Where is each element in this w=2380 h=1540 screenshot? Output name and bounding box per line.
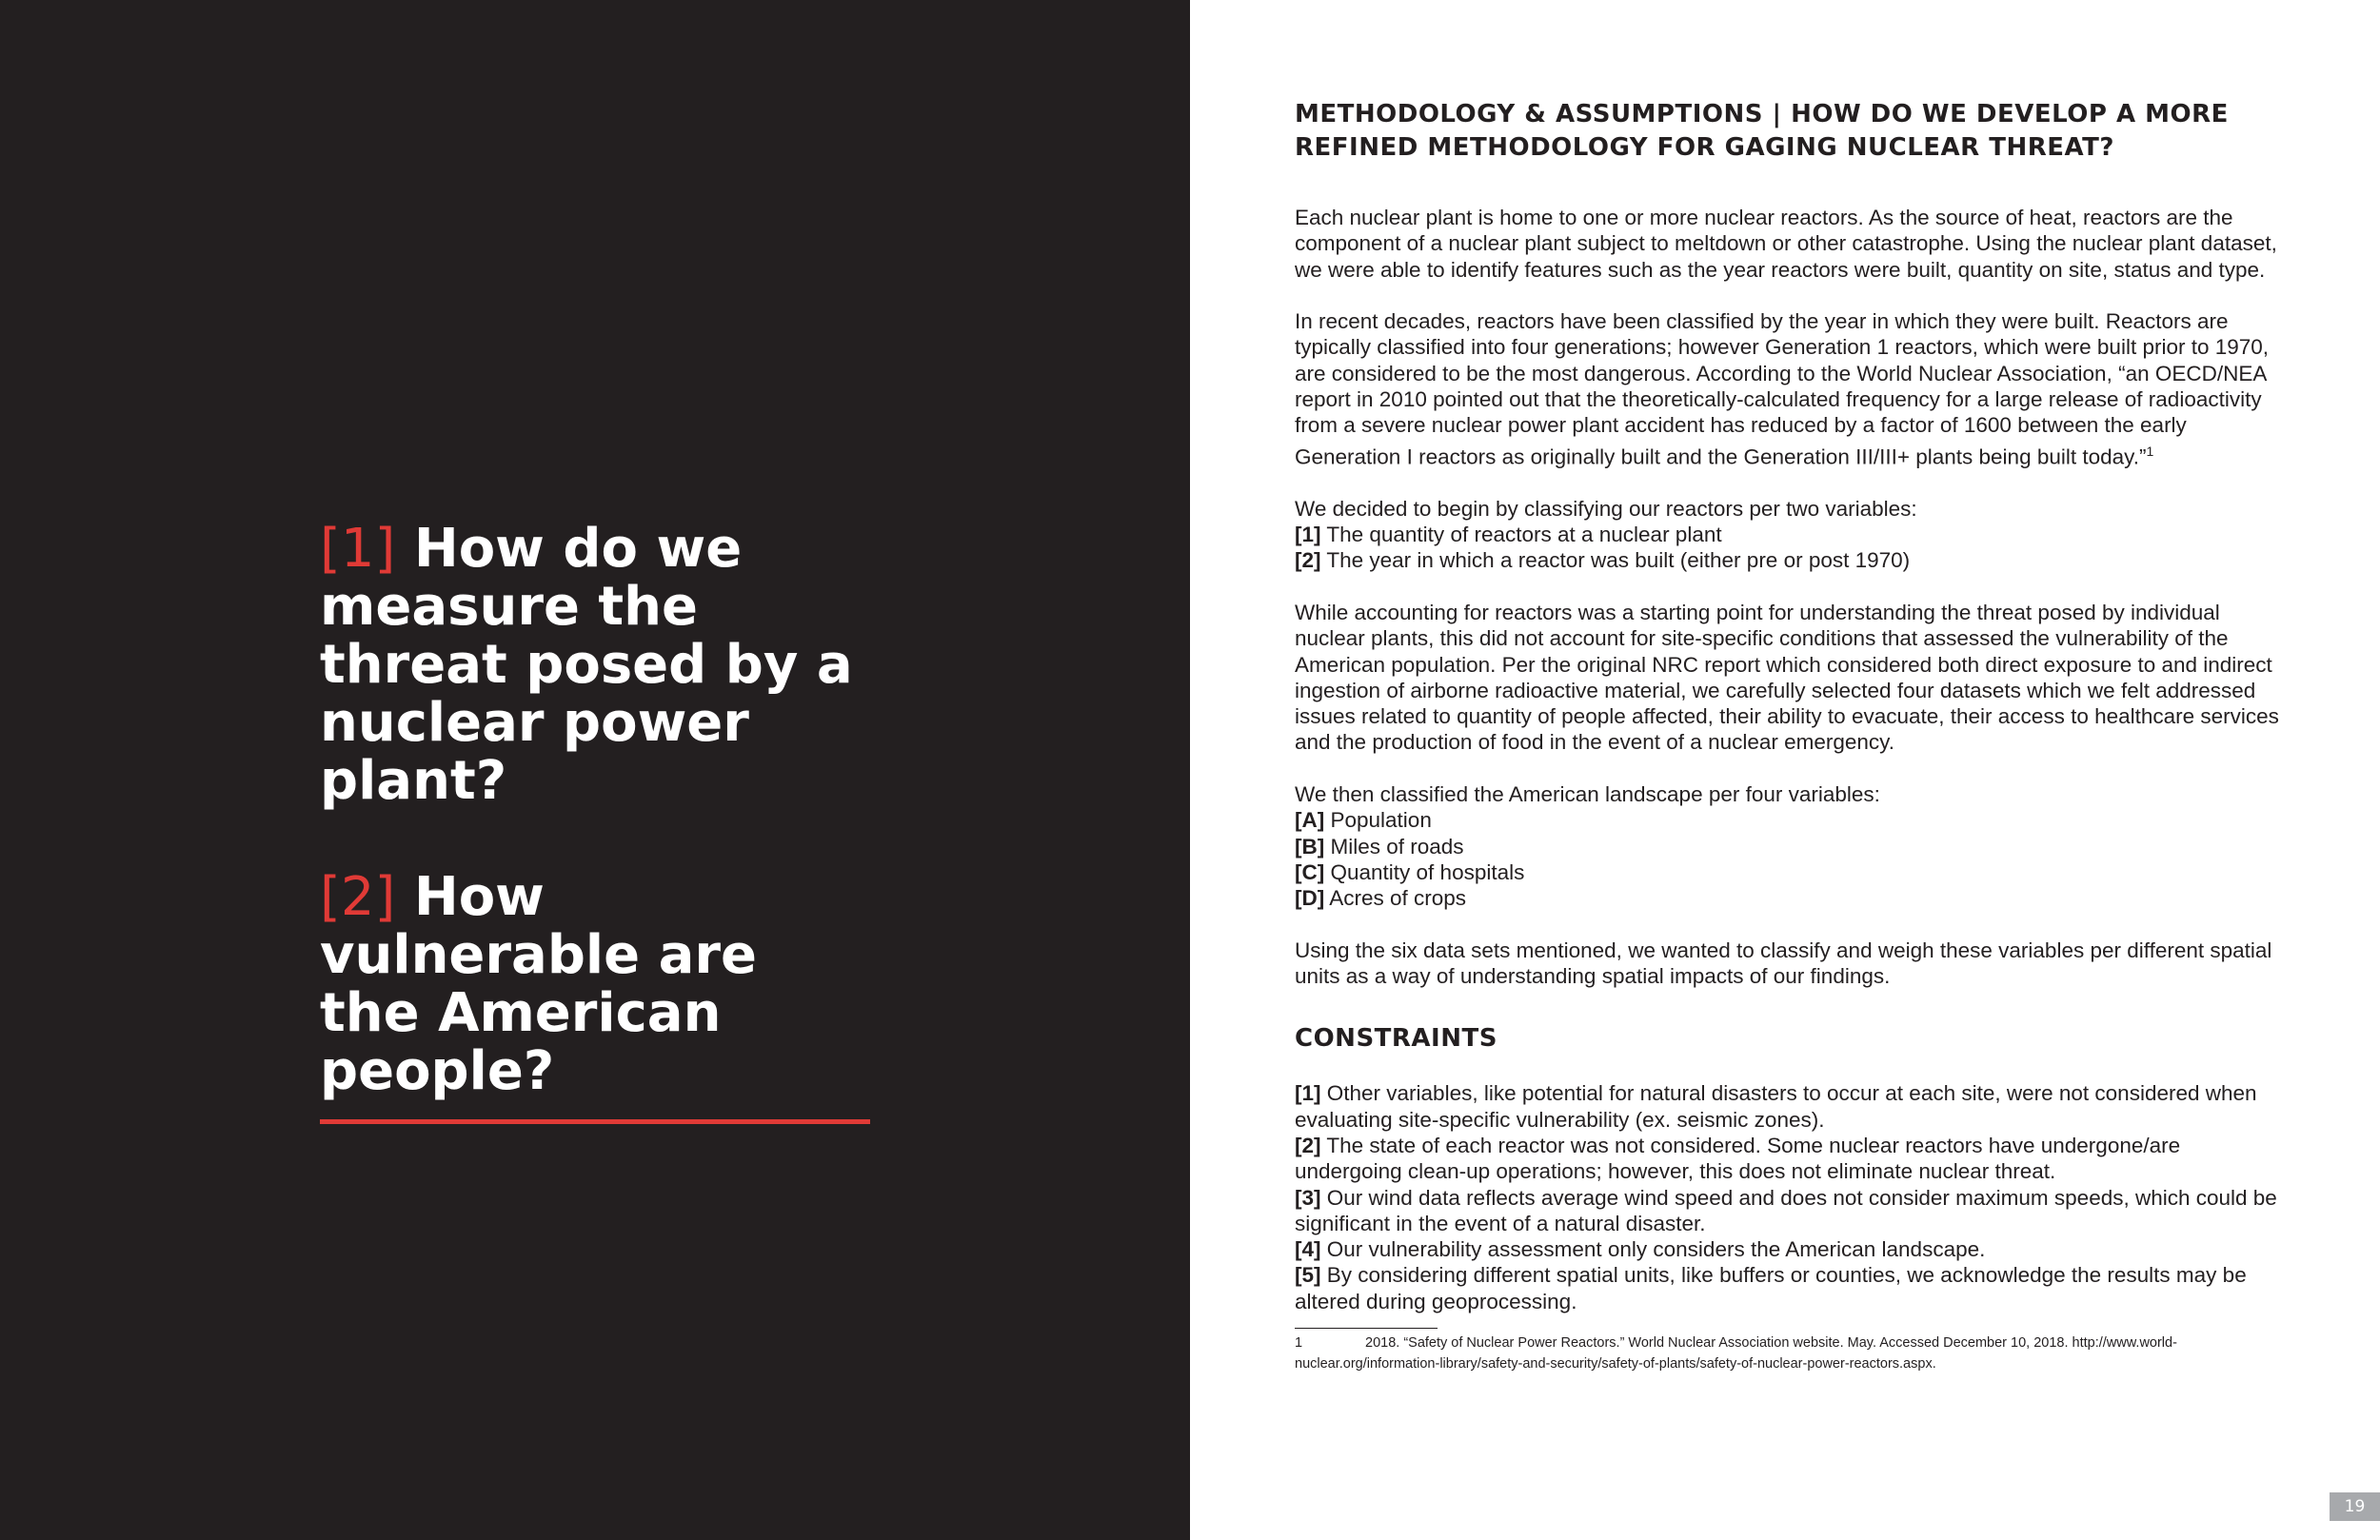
landscape-variable-label: [D] [1295,886,1325,911]
reactor-variables [1295,496,2280,574]
paragraph-vulnerability: While accounting for reactors was a starting point for understanding the threat posed by individual nuclear plants, this did not account for site-specific conditions that assessed the vulnerability of the American population. Per the original NRC report which considered both direct exposure to and indirect ingestion of airborne radioactive material, we carefully selected four datasets which we felt addressed issues related to quantity of people affected, their ability to evacuate, their access to healthcare services and the production of food in the event of a nuclear emergency. [1295,600,2279,755]
methodology-heading [1295,98,2280,165]
footnote-ref: 1 [2146,443,2154,459]
reactor-variable-label: [1] [1295,523,1321,547]
paragraph-reactor-generations-text: In recent decades, reactors have been classified by the year in which they were built. Reactors are typically classified into four generations; however Generation 1 reactors, which were built prior to 1970, are considered to be the most dangerous. According to the World Nuclear Association, “an OECD/NEA report in 2010 pointed out that the theoretically-calculated frequency for a large release of radioactivity from a severe nuclear power plant accident has reduced by a factor of 1600 between the early Generation I reactors as originally built and the Generation III/III+ plants being built today.” [1295,309,2270,469]
constraint-item [1295,1133,2280,1185]
question-2-text: How vulnerable are the American people? [320,866,757,1102]
landscape-variable-text: Population [1330,808,1432,833]
constraint-label: [5] [1295,1263,1321,1288]
constraints-heading: CONSTRAINTS [1295,1024,1497,1054]
constraint-item [1295,1080,2280,1133]
constraint-text: By considering different spatial units, like buffers or counties, we acknowledge the results may be altered during geoprocessing. [1295,1263,2247,1313]
reactor-variable-item [1295,522,2280,547]
footnote-number: 1 [1295,1335,1303,1352]
methodology-column [1295,98,2280,1374]
landscape-variables-intro: We then classified the American landscape per four variables: [1295,782,1880,807]
page-number-badge: 19 [2330,1492,2380,1521]
landscape-variable-label: [C] [1295,859,1325,884]
reactor-variable-text: The year in which a reactor was built (either pre or post 1970) [1326,548,1911,573]
constraint-text: Our wind data reflects average wind speed and does not consider maximum speeds, which could be significant in the event of a natural disaster. [1295,1185,2277,1235]
constraints-list [1295,1080,2280,1314]
landscape-variable-item [1295,807,2280,833]
question-2-number: [2] [320,866,396,928]
landscape-variable-item [1295,885,2280,911]
constraint-text: Our vulnerability assessment only considers the American landscape. [1326,1237,1986,1262]
footnote-text: 2018. “Safety of Nuclear Power Reactors.” World Nuclear Association website. May. Accessed December 10, 2018. http://www.world-nuclear.org/information-library/safety-and-security/safety-of-plants/safety-of-nuclear-power-reactors.aspx. [1295,1335,2177,1372]
question-1 [320,520,872,810]
paragraph-reactor-generations [1295,308,2280,469]
landscape-variable-item [1295,834,2280,859]
landscape-variable-text: Acres of crops [1329,886,1467,911]
heading-line-2: REFINED METHODOLOGY FOR GAGING NUCLEAR THREAT? [1295,133,2114,162]
constraint-label: [1] [1295,1081,1321,1106]
constraint-text: Other variables, like potential for natural disasters to occur at each site, were not considered when evaluating site-specific vulnerability (ex. seismic zones). [1295,1081,2257,1132]
heading-line-1: METHODOLOGY & ASSUMPTIONS | HOW DO WE DEVELOP A MORE [1295,100,2229,128]
reactor-variable-label: [2] [1295,548,1321,573]
reactor-variable-item [1295,547,2280,573]
landscape-variables [1295,781,2280,911]
constraint-item [1295,1185,2280,1237]
landscape-variable-text: Miles of roads [1330,834,1464,859]
red-divider [320,1119,870,1124]
paragraph-spatial-units: Using the six data sets mentioned, we wanted to classify and weigh these variables per different spatial units as a way of understanding spatial impacts of our findings. [1295,938,2272,989]
reactor-variable-text: The quantity of reactors at a nuclear plant [1326,523,1722,547]
constraint-item [1295,1236,2280,1262]
constraint-item [1295,1262,2280,1314]
constraint-label: [4] [1295,1237,1321,1262]
question-1-number: [1] [320,518,396,580]
question-2 [320,868,872,1100]
footnote [1295,1333,2280,1374]
question-1-text: How do we measure the threat posed by a nuclear power plant? [320,518,853,812]
constraint-text: The state of each reactor was not considered. Some nuclear reactors have undergone/are undergoing clean-up operations; however, this does not eliminate nuclear threat. [1295,1134,2181,1184]
landscape-variable-item [1295,859,2280,885]
reactor-variables-intro: We decided to begin by classifying our reactors per two variables: [1295,496,1917,521]
paragraph-reactors-overview: Each nuclear plant is home to one or more nuclear reactors. As the source of heat, reactors are the component of a nuclear plant subject to meltdown or other catastrophe. Using the nuclear plant dataset, we were able to identify features such as the year reactors were built, quantity on site, status and type. [1295,206,2277,282]
constraint-label: [2] [1295,1134,1321,1157]
footnote-rule [1295,1328,1438,1329]
research-questions [320,520,872,1124]
landscape-variable-label: [B] [1295,834,1325,859]
landscape-variable-label: [A] [1295,808,1325,833]
landscape-variable-text: Quantity of hospitals [1330,859,1525,884]
constraint-label: [3] [1295,1185,1321,1210]
